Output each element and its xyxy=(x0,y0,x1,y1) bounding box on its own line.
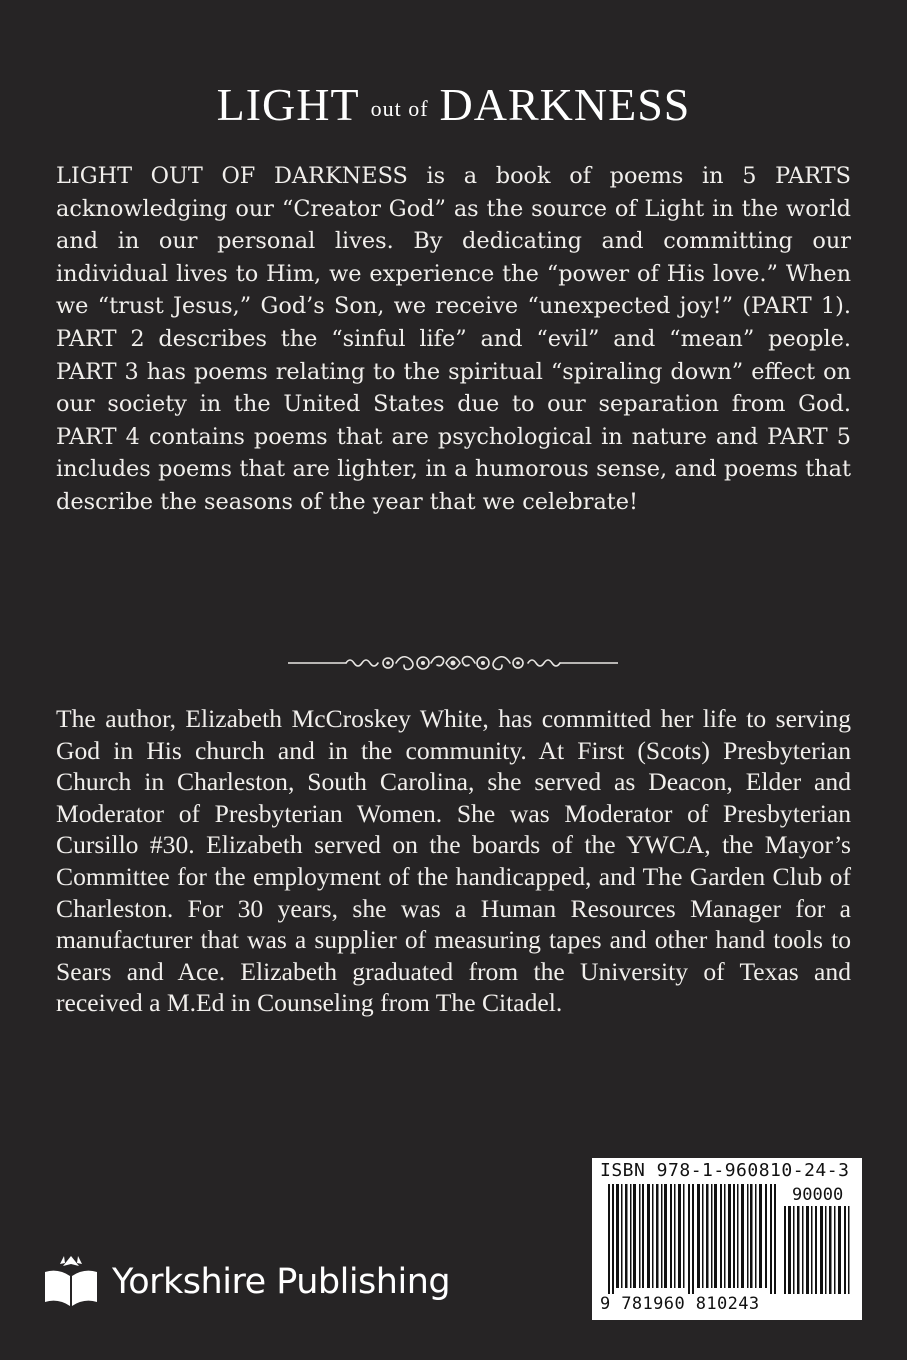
barcode-bars-icon xyxy=(608,1184,778,1294)
barcode xyxy=(592,1158,862,1320)
publisher-logo xyxy=(42,1250,450,1314)
book-description: LIGHT OUT OF DARKNESS is a book of poems in 5 PARTS acknowledging our “Creator God” as the source of Light in the world and in our personal lives. By dedicating and committing our individual lives to Him, we experience the “power of His love.” When we “trust Jesus,” God’s Son, we receive “unexpected joy!” (PART 1). PART 2 describes the “sinful life” and “evil” and “mean” people. PART 3 has poems relating to the spiritual “spiraling down” effect on our society in the United States due to our separation from God. PART 4 contains poems that are psychological in nature and PART 5 includes poems that are lighter, in a humorous sense, and poems that describe the seasons of the year that we celebrate! xyxy=(56,163,851,515)
price-code: 90000 xyxy=(792,1185,844,1205)
open-book-icon xyxy=(42,1252,100,1312)
book-title xyxy=(0,78,907,131)
title-light: LIGHT xyxy=(216,79,360,130)
ean-number: 9 781960 810243 xyxy=(600,1294,760,1314)
ornament-divider-icon xyxy=(288,646,618,680)
author-bio: The author, Elizabeth McCroskey White, has committed her life to serving God in His church and in the community. At First (Scots) Presbyterian Church in Charleston, South Carolina, she served as Deacon, Elder and Moderator of Presbyterian Women. She was Moderator of Presbyterian Cursillo #30. Elizabeth served on the boards of the YWCA, the Mayor’s Committee for the employment of the handicapped, and The Garden Club of Charleston. For 30 years, she was a Human Resources Manager for a manufacturer that was a supplier of measuring tapes and other hand tools to Sears and Ace. Elizabeth graduated from the University of Texas and received a M.Ed in Counseling from The Citadel. xyxy=(56,704,851,1018)
isbn-number: ISBN 978-1-960810-24-3 xyxy=(600,1160,850,1181)
publisher-name: Yorkshire Publishing xyxy=(112,1262,451,1302)
title-out-of: out of xyxy=(370,96,429,121)
addon-barcode-icon xyxy=(784,1206,854,1294)
title-darkness: DARKNESS xyxy=(439,79,691,130)
